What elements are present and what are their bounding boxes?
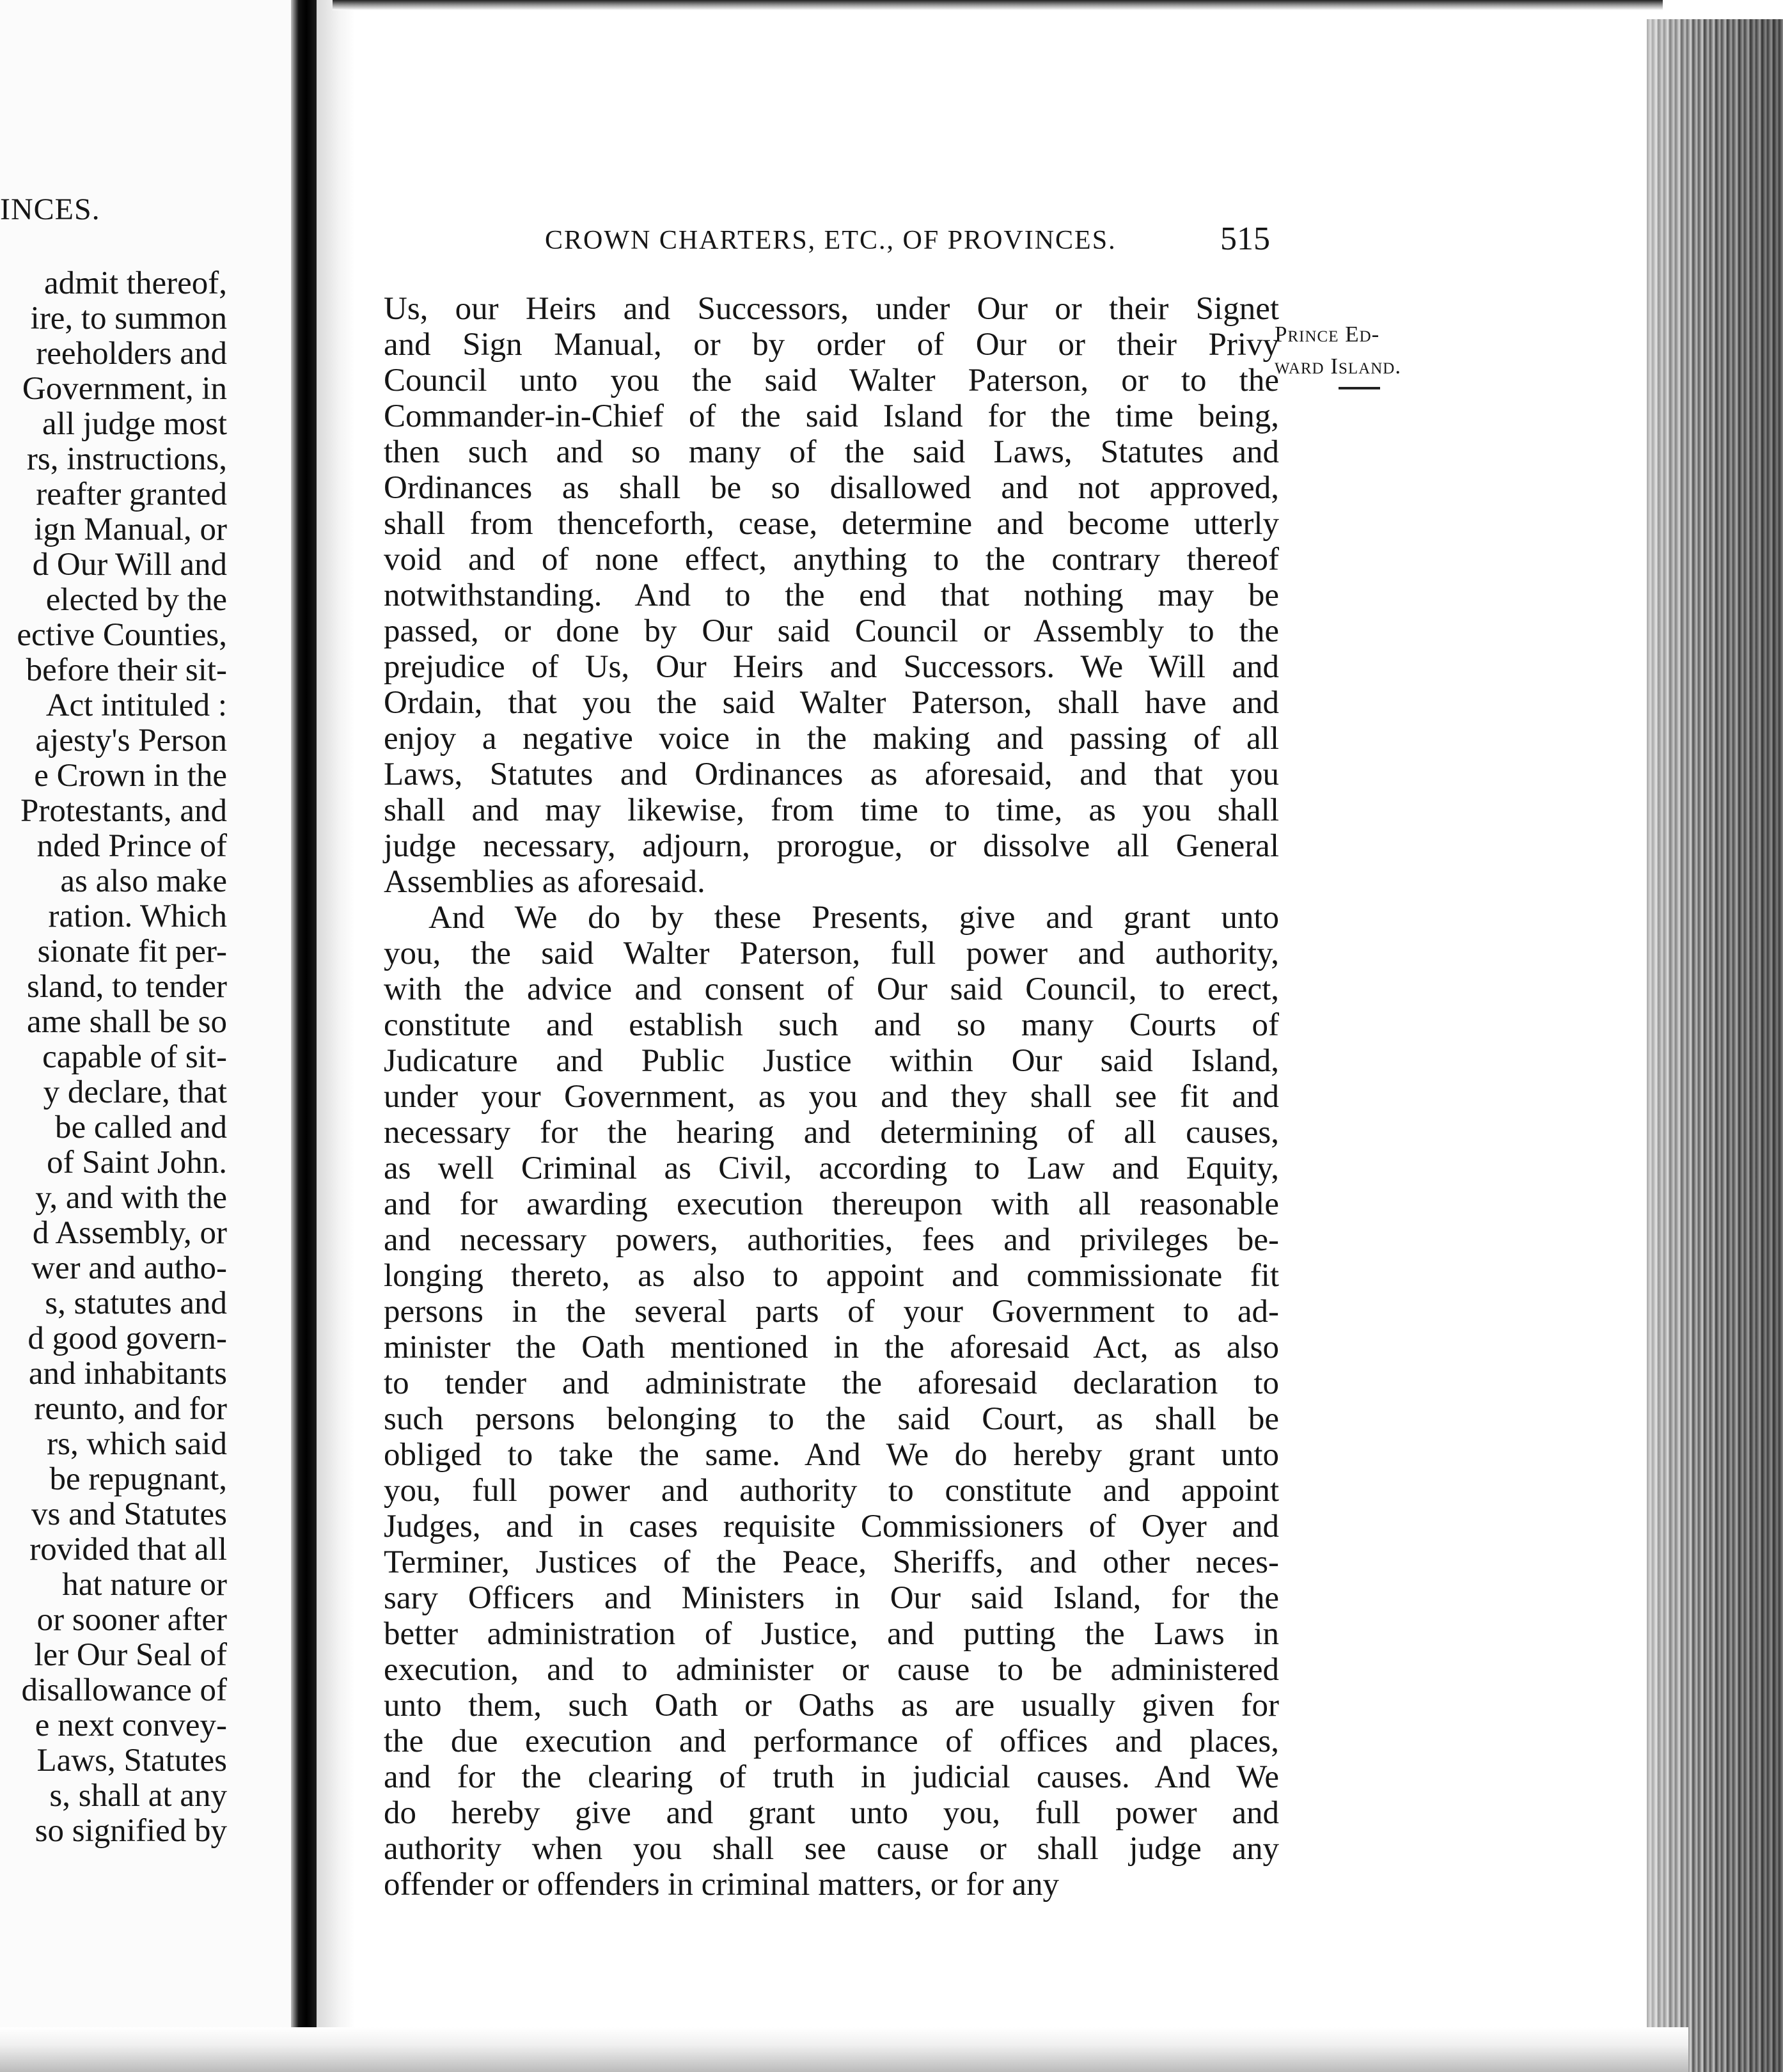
facing-page-line: wer and autho- [31,1250,227,1286]
facing-page-running-head: INCES. [0,192,100,226]
facing-page-line: be repugnant, [49,1461,227,1497]
body-line: persons in the several parts of your Government to ad- [384,1294,1279,1330]
facing-page-line: ler Our Seal of [34,1637,227,1673]
facing-page-line: admit thereof, [43,265,227,301]
facing-page-line: nded Prince of [36,828,227,864]
body-line: obliged to take the same. And We do hereby grant unto [384,1437,1279,1473]
facing-page-line: s, shall at any [49,1778,227,1814]
page-edges-shading [1647,19,1783,2072]
body-line: Assemblies as aforesaid. [384,864,705,900]
body-line: and Sign Manual, or by order of Our or their Privy [384,327,1279,363]
gutter-shadow [317,0,355,2072]
body-line: and for the clearing of truth in judicial causes. And We [384,1759,1279,1795]
page-top-edge [333,0,1663,10]
body-line: execution, and to administer or cause to be administered [384,1652,1279,1688]
facing-page-line: e Crown in the [34,758,227,794]
margin-note-line-1: Prince Ed- [1275,322,1380,347]
body-line: Terminer, Justices of the Peace, Sheriffs, and other neces- [384,1544,1279,1580]
facing-page [0,0,301,2072]
facing-page-line: rs, instructions, [26,441,227,477]
facing-page-line: d Our Will and [32,547,227,583]
body-line: passed, or done by Our said Council or Assembly to the [384,613,1279,649]
facing-page-line: as also make [60,863,227,899]
facing-page-line: d Assembly, or [32,1215,227,1251]
body-line: void and of none effect, anything to the contrary thereof [384,542,1279,577]
facing-page-line: ign Manual, or [34,512,227,547]
facing-page-line: disallowance of [21,1672,227,1708]
body-line: prejudice of Us, Our Heirs and Successors. We Will and [384,649,1279,685]
body-line: to tender and administrate the aforesaid declaration to [384,1365,1279,1401]
margin-note-line-2: ward Island. [1275,354,1402,379]
facing-page-line: Government, in [22,371,227,407]
body-line: authority when you shall see cause or shall judge any [384,1831,1279,1867]
body-line: Judicature and Public Justice within Our said Island, [384,1043,1279,1079]
body-line: with the advice and consent of Our said Council, to erect, [384,971,1279,1007]
facing-page-line: y declare, that [43,1074,227,1110]
facing-page-line: ration. Which [48,899,227,934]
body-line: as well Criminal as Civil, according to Law and Equity, [384,1150,1279,1186]
margin-note-rule [1339,387,1380,389]
body-line: better administration of Justice, and putting the Laws in [384,1616,1279,1652]
facing-page-line: rs, which said [47,1426,227,1462]
body-line: do hereby give and grant unto you, full power and [384,1795,1279,1831]
body-line: Us, our Heirs and Successors, under Our or their Signet [384,291,1279,327]
facing-page-line: of Saint John. [47,1145,227,1181]
body-line: Commander-in-Chief of the said Island for the time being, [384,398,1279,434]
facing-page-line: reunto, and for [34,1391,227,1427]
facing-page-line: Act intituled : [45,687,227,723]
facing-page-line: sionate fit per- [37,934,227,969]
facing-page-line: y, and with the [35,1180,227,1216]
body-line: constitute and establish such and so many Courts of [384,1007,1279,1043]
body-line: Judges, and in cases requisite Commissioners of Oyer and [384,1509,1279,1544]
facing-page-line: vs and Statutes [31,1496,227,1532]
body-line: Ordain, that you the said Walter Paterson, shall have and [384,685,1279,721]
facing-page-line: ire, to summon [30,301,227,336]
body-text [384,291,1279,1903]
body-line: offender or offenders in criminal matters, or for any [384,1867,1059,1903]
facing-page-line: d good govern- [27,1321,227,1356]
facing-page-line: Laws, Statutes [36,1743,227,1778]
body-line: Laws, Statutes and Ordinances as aforesaid, and that you [384,757,1279,792]
body-line: notwithstanding. And to the end that nothing may be [384,577,1279,613]
facing-page-line: hat nature or [62,1567,227,1603]
facing-page-line: ective Counties, [17,617,227,653]
body-line: longing thereto, as also to appoint and commissionate fit [384,1258,1279,1294]
margin-note [1275,318,1401,382]
facing-page-line: Protestants, and [20,793,227,829]
facing-page-line: sland, to tender [27,969,227,1005]
body-line: enjoy a negative voice in the making and passing of all [384,721,1279,757]
facing-page-line: or sooner after [36,1602,227,1638]
body-line: and for awarding execution thereupon with all reasonable [384,1186,1279,1222]
facing-page-line: capable of sit- [42,1039,227,1075]
body-line: under your Government, as you and they shall see fit and [384,1079,1279,1115]
body-line: the due execution and performance of offices and places, [384,1723,1279,1759]
body-line: shall and may likewise, from time to time, as you shall [384,792,1279,828]
body-line: shall from thenceforth, cease, determine and become utterly [384,506,1279,542]
facing-page-line: ame shall be so [27,1004,227,1040]
facing-page-line: rovided that all [29,1532,227,1567]
facing-page-line: reafter granted [36,476,227,512]
running-head: CROWN CHARTERS, ETC., OF PROVINCES. [545,226,1117,255]
body-line: and necessary powers, authorities, fees and privileges be- [384,1222,1279,1258]
body-line: minister the Oath mentioned in the aforesaid Act, as also [384,1330,1279,1365]
body-line: such persons belonging to the said Court, as shall be [384,1401,1279,1437]
page-number: 515 [1220,221,1270,257]
body-line: then such and so many of the said Laws, Statutes and [384,434,1279,470]
facing-page-line: ajesty's Person [35,723,227,758]
facing-page-line: be called and [54,1110,227,1145]
body-line: And We do by these Presents, give and grant unto [428,900,1279,936]
body-line: Ordinances as shall be so disallowed and not approved, [384,470,1279,506]
page-bottom-edge [0,2027,1688,2072]
body-line: judge necessary, adjourn, prorogue, or dissolve all General [384,828,1279,864]
facing-page-line: and inhabitants [28,1356,227,1392]
body-line: you, the said Walter Paterson, full power and authority, [384,936,1279,971]
facing-page-line: s, statutes and [45,1285,227,1321]
book-gutter [291,0,317,2072]
facing-page-line: so signified by [35,1813,227,1849]
body-line: unto them, such Oath or Oaths as are usually given for [384,1688,1279,1723]
body-line: Council unto you the said Walter Paterson, or to the [384,363,1279,398]
facing-page-line: before their sit- [26,652,227,688]
facing-page-line: all judge most [42,406,227,442]
facing-page-line: elected by the [45,582,227,618]
body-line: sary Officers and Ministers in Our said Island, for the [384,1580,1279,1616]
body-line: you, full power and authority to constitute and appoint [384,1473,1279,1509]
facing-page-line: e next convey- [35,1707,227,1743]
facing-page-line: reeholders and [36,336,227,372]
body-line: necessary for the hearing and determining of all causes, [384,1115,1279,1150]
